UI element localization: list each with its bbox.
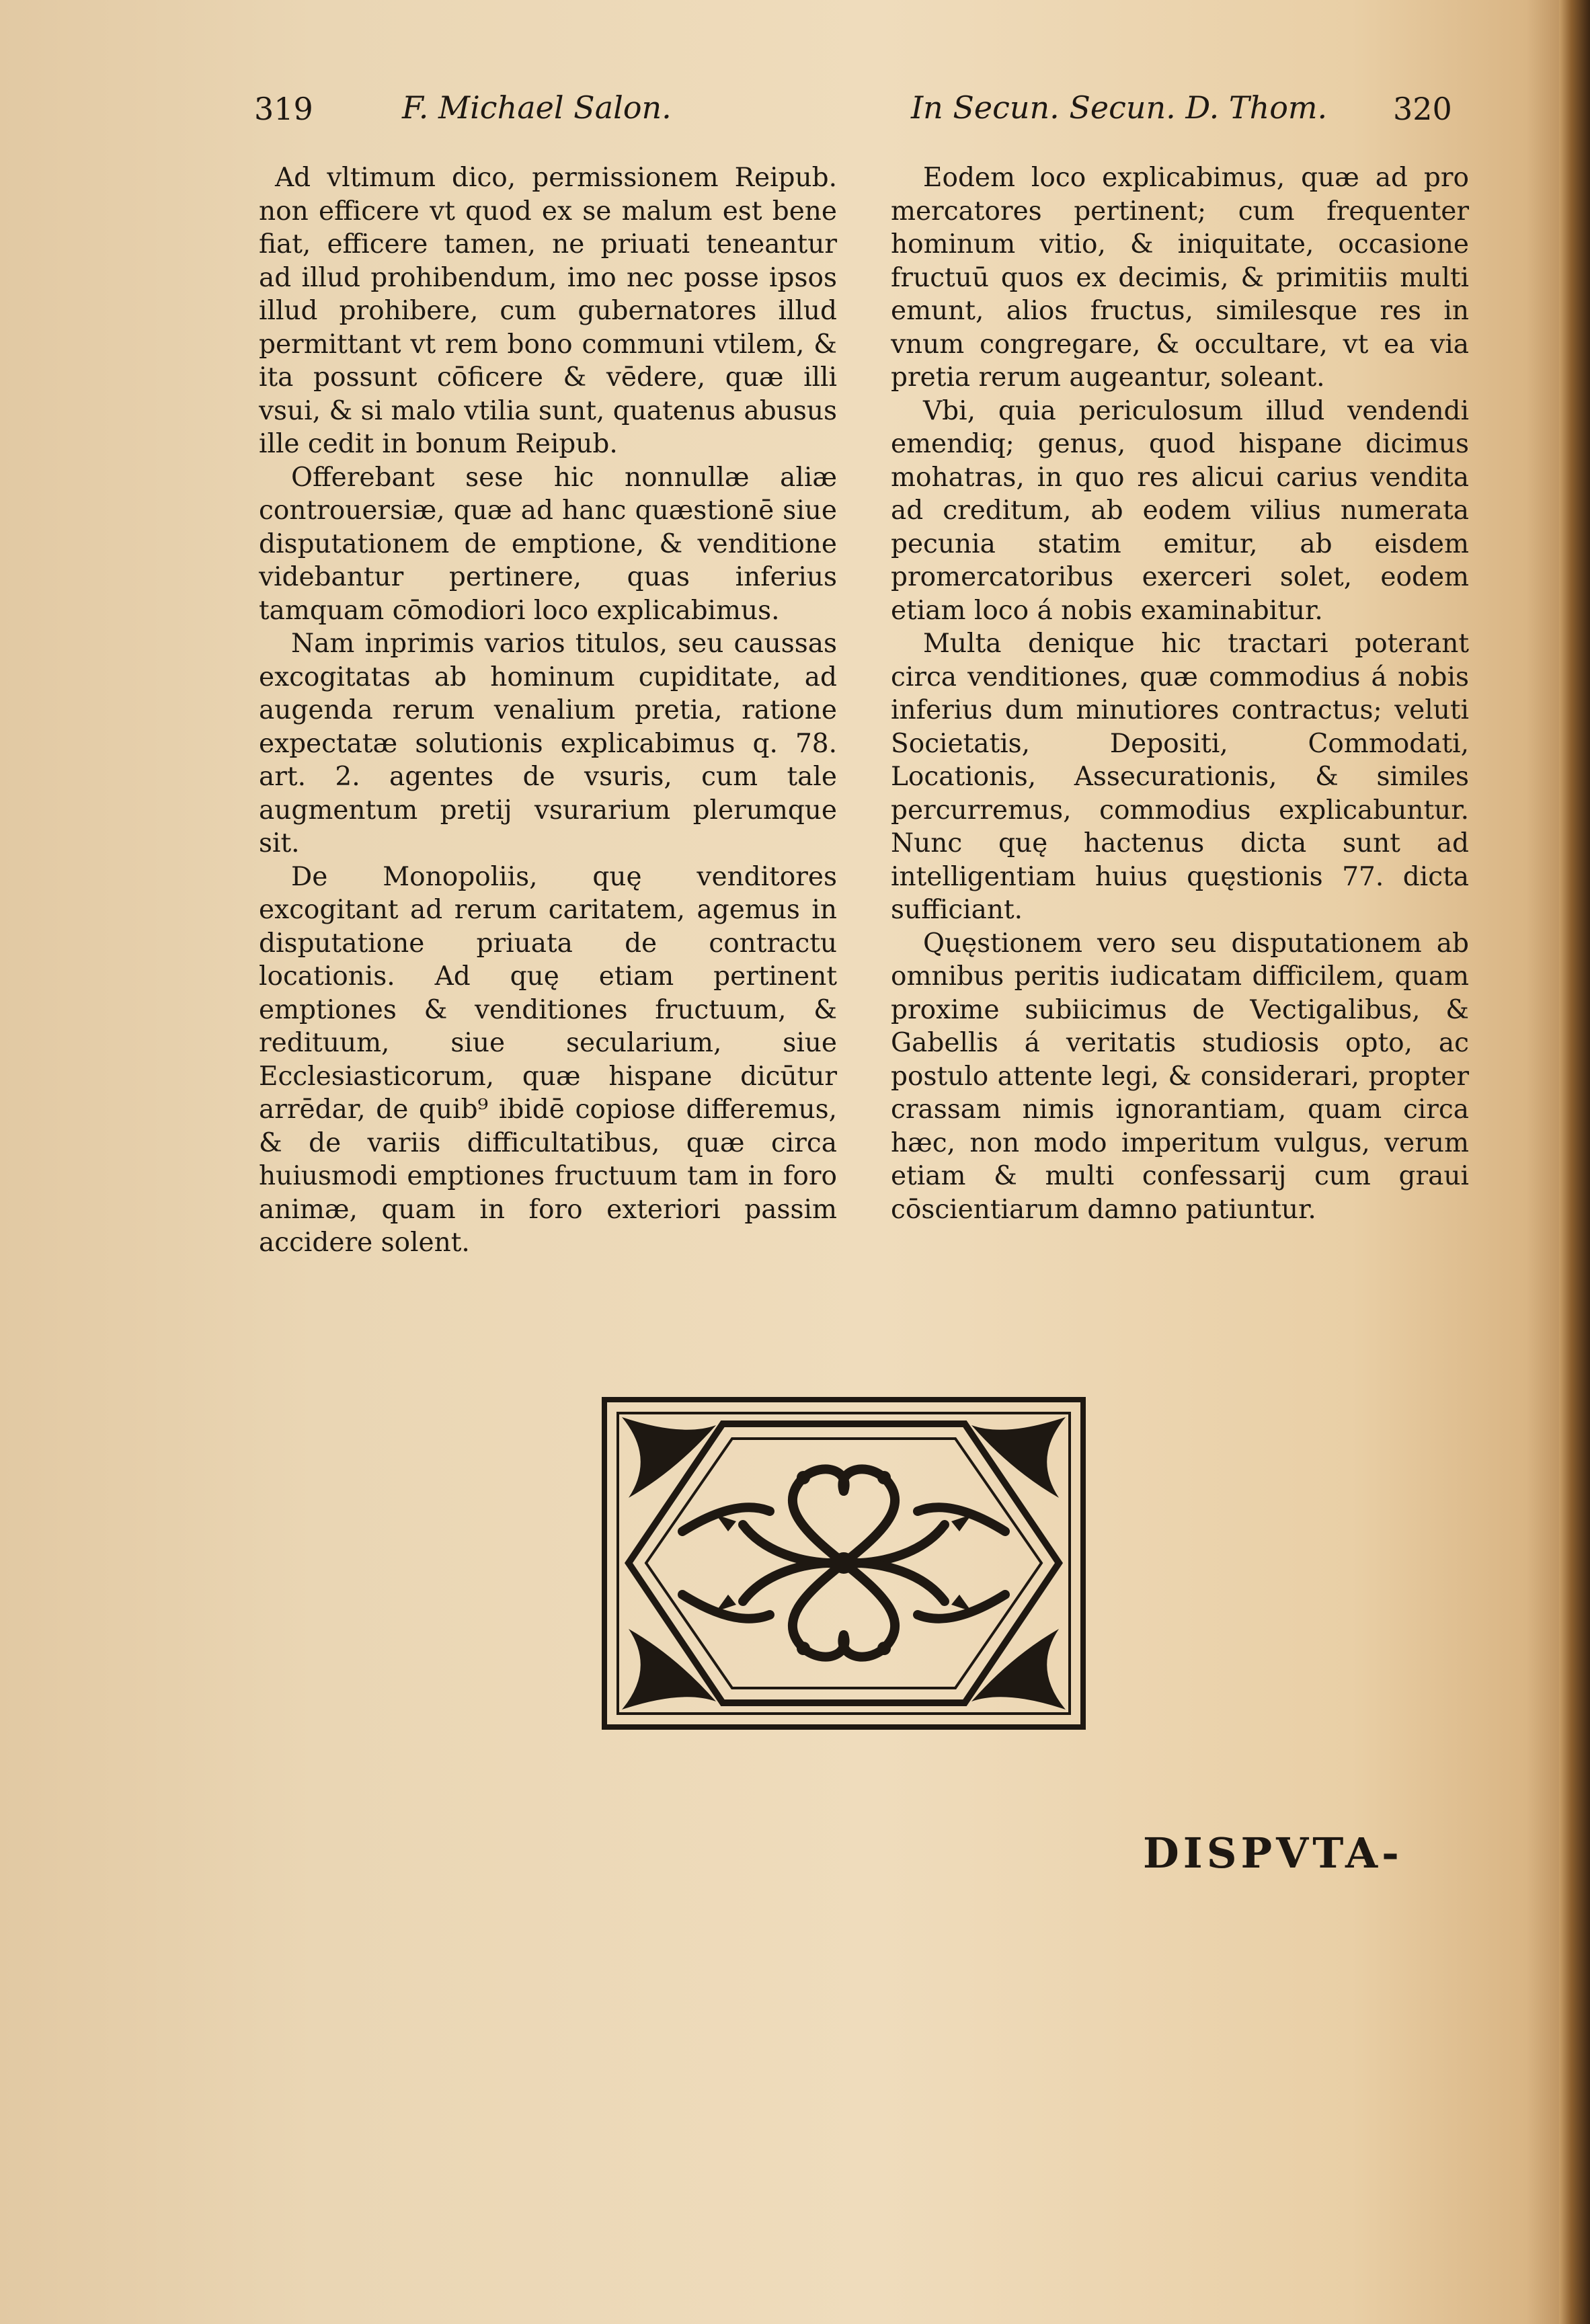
paragraph: De Monopoliis, quę venditores excogitant ad rerum caritatem, agemus in disputatione priuata de contractu locationis. Ad quę etiam pertinent emptiones & venditiones fructuum, & redituum, siue secularium, siue Ecclesiasticorum, quæ hispane dicūtur arrēdar, de quib⁹ ibidē copiose differemus, & de variis difficultatibus, quæ circa huiusmodi emptiones fructuum tam in foro animæ, quam in foro exteriori passim accidere solent. — [259, 861, 837, 1258]
paragraph: Quęstionem vero seu disputationem ab omnibus peritis iudicatam difficilem, quam proxime subiicimus de Vectigalibus, & Gabellis á veritatis studiosis opto, ac postulo attente legi, & considerari, propter crassam nimis ignorantiam, quam circa hæc, non modo imperitum vulgus, verum etiam & multi confessarij cum graui cōscientiarum damno patiuntur. — [891, 928, 1469, 1225]
right-page-number: 320 — [1393, 91, 1452, 127]
paragraph: Eodem loco explicabimus, quæ ad pro mercatores pertinent; cum frequenter hominum vitio, & iniquitate, occasione fructuū quos ex decimis, & primitiis multi emunt, alios fructus, similesque res in vnum congregare, & occultare, vt ea via pretia rerum augeantur, soleant. — [891, 163, 1469, 393]
right-text-column — [891, 161, 1469, 1226]
woodcut-ornament — [602, 1397, 1086, 1730]
catchword: DISPVTA- — [1143, 1829, 1403, 1878]
paragraph: Offerebant sese hic nonnullæ aliæ controuersiæ, quæ ad hanc quæstionē siue disputationem de emptione, & venditione videbantur pertinere, quas inferius tamquam cōmodiori loco explicabimus. — [259, 462, 837, 626]
right-running-title: In Secun. Secun. D. Thom. — [911, 89, 1328, 126]
left-running-title: F. Michael Salon. — [402, 89, 672, 126]
paragraph: Nam inprimis varios titulos, seu caussas excogitatas ab hominum cupiditate, ad augenda rerum venalium pretia, ratione expectatæ solutionis explicabimus q. 78. art. 2. agentes de vsuris, cum tale augmentum pretij vsurarium plerumque sit. — [259, 629, 837, 858]
page-edge — [1559, 0, 1590, 2324]
left-text-column — [259, 161, 837, 1260]
paragraph: Vbi, quia periculosum illud vendendi emendiq; genus, quod hispane dicimus mohatras, in quo res alicui carius vendita ad creditum, ab eodem vilius numerata pecunia statim emitur, ab eisdem promercatoribus exerceri solet, eodem etiam loco á nobis examinabitur. — [891, 395, 1469, 626]
left-page-number: 319 — [254, 91, 313, 127]
paragraph: Multa denique hic tractari poterant circa venditiones, quæ commodius á nobis inferius dum minutiores contractus; veluti Societatis, Depositi, Commodati, Locationis, Assecurationis, & similes percurremus, commodius explicabuntur. Nunc quę hactenus dicta sunt ad intelligentiam huius quęstionis 77. dicta sufficiant. — [891, 629, 1469, 925]
paragraph: Ad vltimum dico, permissionem Reipub. non efficere vt quod ex se malum est bene fiat, efficere tamen, ne priuati teneantur ad illud prohibendum, imo nec posse ipsos illud prohibere, cum gubernatores illud permittant vt rem bono communi vtilem, & ita possunt cōficere & vēdere, quæ illi vsui, & si malo vtilia sunt, quatenus abusus ille cedit in bonum Reipub. — [259, 163, 837, 459]
